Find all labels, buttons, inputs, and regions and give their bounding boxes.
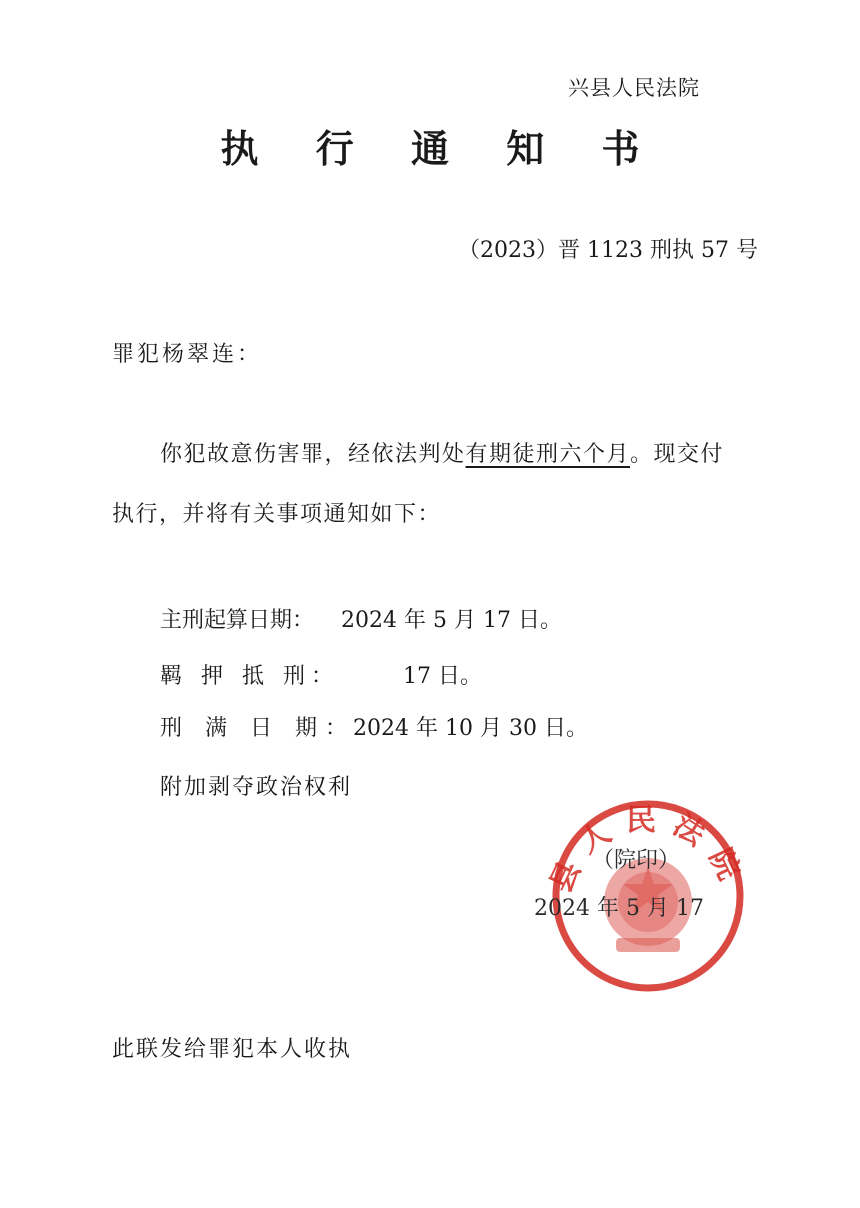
footer-note: 此联发给罪犯本人收执 bbox=[112, 1037, 353, 1062]
start-date-value: 2024 年 5 月 17 日。 bbox=[341, 608, 562, 633]
body-line-1 bbox=[160, 437, 724, 468]
detention-value: 17 日。 bbox=[403, 664, 482, 689]
case-number: （2023）晋 1123 刑执 57 号 bbox=[458, 238, 758, 263]
court-name: 兴县人民法院 bbox=[568, 76, 700, 100]
end-date-value: 2024 年 10 月 30 日。 bbox=[353, 716, 588, 741]
detention-label: 羁 押 抵 刑： bbox=[160, 664, 339, 689]
document-title: 执 行 通 知 书 bbox=[220, 126, 662, 171]
end-date-label: 刑 满 日 期： bbox=[160, 716, 355, 741]
body-text-before: 你犯故意伤害罪，经依法判处 bbox=[160, 442, 466, 467]
seal-arc-text: 县人民法院 bbox=[543, 803, 753, 899]
addressee: 罪犯杨翠连： bbox=[112, 342, 263, 367]
seal-stamp-label: （院印） bbox=[592, 848, 681, 873]
body-line-2: 执行，并将有关事项通知如下： bbox=[112, 502, 442, 527]
sentence-term: 有期徒刑六个月 bbox=[465, 442, 631, 467]
body-text-after: 。现交付 bbox=[630, 442, 725, 467]
seal-date: 2024 年 5 月 17 bbox=[534, 896, 704, 921]
additional-penalty: 附加剥夺政治权利 bbox=[160, 775, 353, 800]
start-date-label: 主刑起算日期： bbox=[160, 608, 315, 633]
